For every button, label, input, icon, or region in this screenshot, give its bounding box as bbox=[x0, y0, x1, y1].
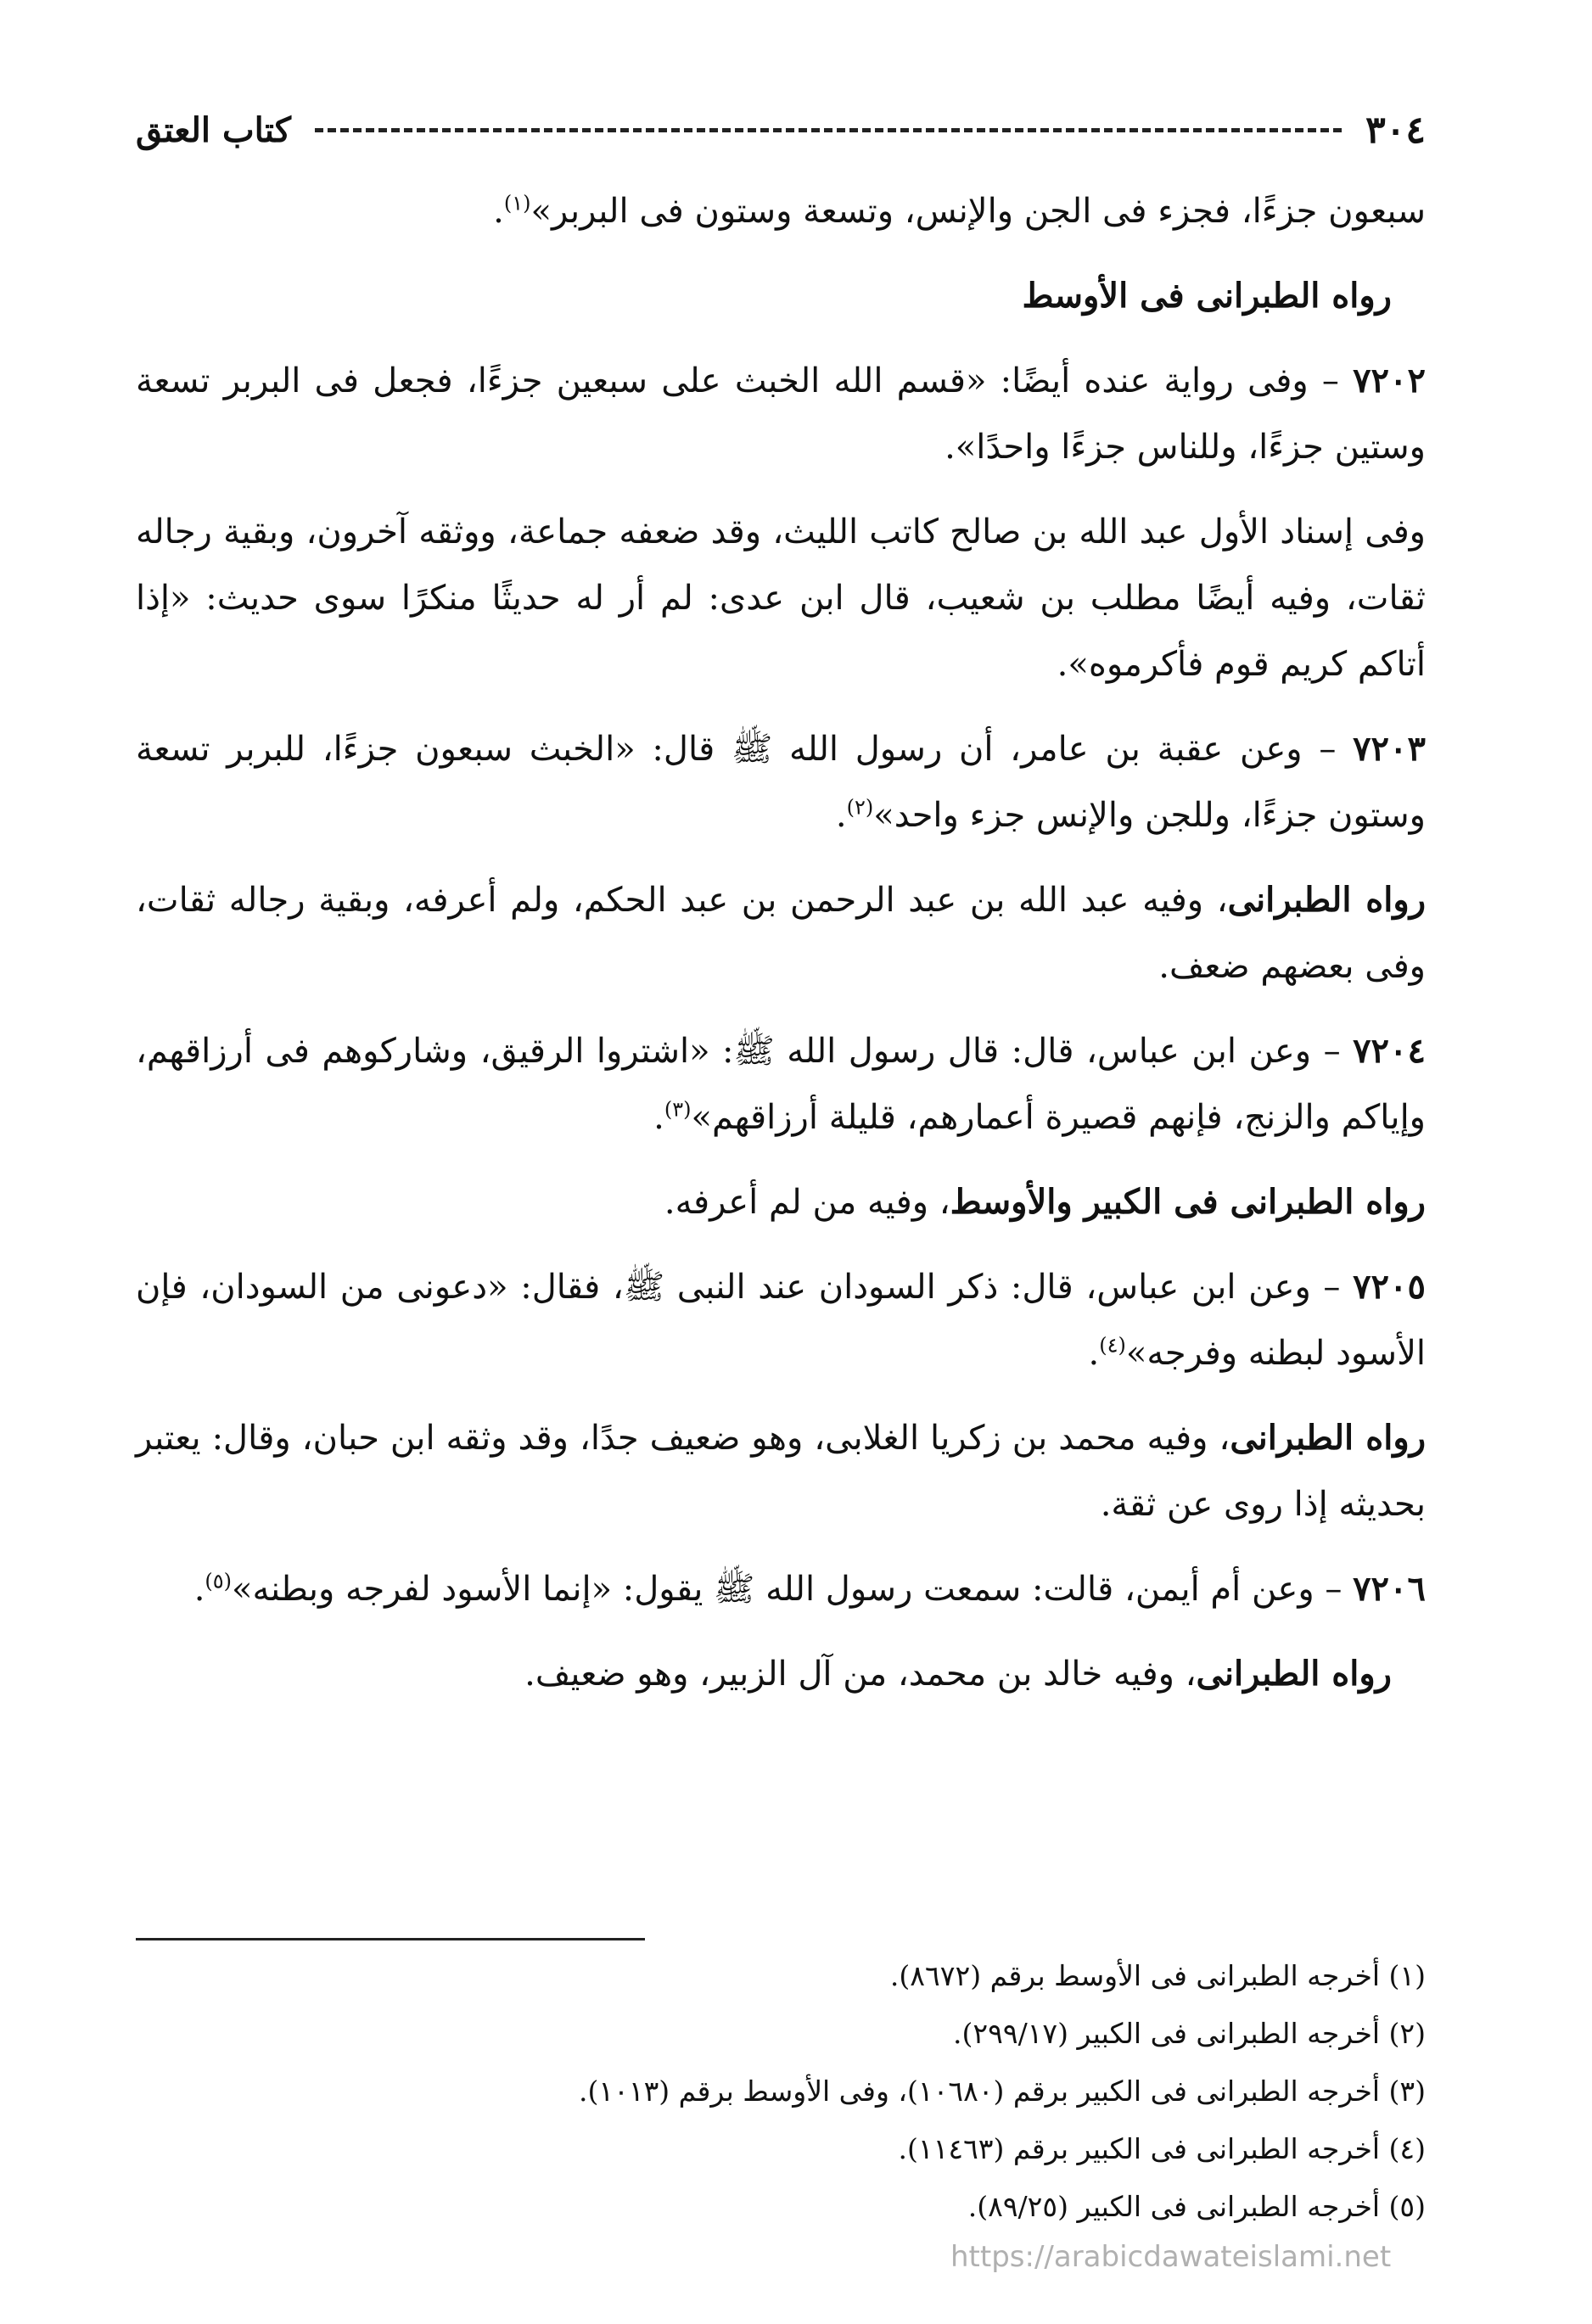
hadith-number: ٧٢٠٣ bbox=[1353, 729, 1426, 769]
paragraph-continuation: سبعون جزءًا، فجزء فى الجن والإنس، وتسعة وستون فى البربر»$^{(١)}$. bbox=[493, 191, 1426, 231]
watermark-url: https://arabicdawateislami.net bbox=[950, 2240, 1392, 2274]
footnote-1: (١) أخرجه الطبرانى فى الأوسط برقم (٨٦٧٢). bbox=[889, 1959, 1426, 1992]
book-title: كتاب العتق bbox=[136, 109, 291, 150]
hadith-7203: ٧٢٠٣ – وعن عقبة بن عامر، أن رسول الله ﷺ قال: «الخبث سبعون جزءًا، للبربر تسعة وستون جزءًا، وللجن والإنس جزء واحد»$^{(٢)}$. bbox=[136, 729, 1426, 835]
main-text bbox=[136, 178, 1426, 1726]
footnote-separator bbox=[136, 1938, 645, 1940]
footnote-3: (٣) أخرجه الطبرانى فى الكبير برقم (١٠٦٨٠)، وفى الأوسط برقم (١٠١٣). bbox=[579, 2075, 1426, 2108]
source-attribution: رواه الطبرانى فى الكبير والأوسط، وفيه من لم أعرفه. bbox=[664, 1182, 1426, 1222]
source-attribution: رواه الطبرانى، وفيه عبد الله بن عبد الرحمن بن عبد الحكم، ولم أعرفه، وبقية رجاله ثقات، وفى بعضهم ضعف. bbox=[136, 880, 1427, 986]
footnotes bbox=[136, 1950, 1426, 2238]
footnote-ref: (٤) bbox=[1099, 1333, 1126, 1358]
hadith-7202: ٧٢٠٢ – وفى رواية عنده أيضًا: «قسم الله الخبث على سبعين جزءًا، فجعل فى البربر تسعة وستين جزءًا، وللناس جزءًا واحدًا». bbox=[136, 361, 1426, 467]
hadith-number: ٧٢٠٢ bbox=[1353, 361, 1426, 400]
page-number: ٣٠٤ bbox=[1365, 108, 1426, 152]
hadith-number: ٧٢٠٥ bbox=[1353, 1267, 1426, 1307]
source-attribution: رواه الطبرانى، وفيه خالد بن محمد، من آل الزبير، وهو ضعيف. bbox=[524, 1654, 1392, 1694]
footnote-2: (٢) أخرجه الطبرانى فى الكبير (٢٩٩/١٧). bbox=[953, 2017, 1426, 2050]
page-header bbox=[136, 100, 1426, 160]
header-rule bbox=[315, 128, 1342, 132]
footnote-5: (٥) أخرجه الطبرانى فى الكبير (٨٩/٢٥). bbox=[967, 2190, 1426, 2223]
source-attribution: رواه الطبرانى، وفيه محمد بن زكريا الغلابى، وهو ضعيف جدًا، وقد وثقه ابن حبان، وقال: يعتبر بحديثه إذا روى عن ثقة. bbox=[136, 1418, 1427, 1524]
footnote-4: (٤) أخرجه الطبرانى فى الكبير برقم (١١٤٦٣). bbox=[898, 2132, 1426, 2165]
hadith-number: ٧٢٠٦ bbox=[1353, 1569, 1426, 1609]
hadith-7204: ٧٢٠٤ – وعن ابن عباس، قال: قال رسول الله ﷺ: «اشتروا الرقيق، وشاركوهم فى أرزاقهم، وإياكم والزنج، فإنهم قصيرة أعمارهم، قليلة أرزاقهم»$^{(٣)}$. bbox=[136, 1031, 1426, 1137]
source-attribution: رواه الطبرانى فى الأوسط bbox=[1022, 276, 1392, 316]
footnote-ref: (٣) bbox=[664, 1097, 692, 1122]
footnote-ref: (٥) bbox=[205, 1569, 233, 1593]
hadith-number: ٧٢٠٤ bbox=[1353, 1031, 1426, 1071]
hadith-7206: ٧٢٠٦ – وعن أم أيمن، قالت: سمعت رسول الله ﷺ يقول: «إنما الأسود لفرجه وبطنه»$^{(٥)}$. bbox=[193, 1569, 1426, 1609]
commentary-paragraph: وفى إسناد الأول عبد الله بن صالح كاتب الليث، وقد ضعفه جماعة، ووثقه آخرون، وبقية رجاله ثقات، وفيه أيضًا مطلب بن شعيب، قال ابن عدى: لم أر له حديثًا منكرًا سوى حديث: «إذا أتاكم كريم قوم فأكرموه». bbox=[136, 512, 1426, 684]
hadith-7205: ٧٢٠٥ – وعن ابن عباس، قال: ذكر السودان عند النبى ﷺ، فقال: «دعونى من السودان، فإن الأسود لبطنه وفرجه»$^{(٤)}$. bbox=[136, 1267, 1426, 1373]
footnote-ref: (٢) bbox=[846, 795, 874, 820]
page bbox=[136, 0, 1426, 2324]
footnote-ref: (١) bbox=[503, 191, 531, 216]
